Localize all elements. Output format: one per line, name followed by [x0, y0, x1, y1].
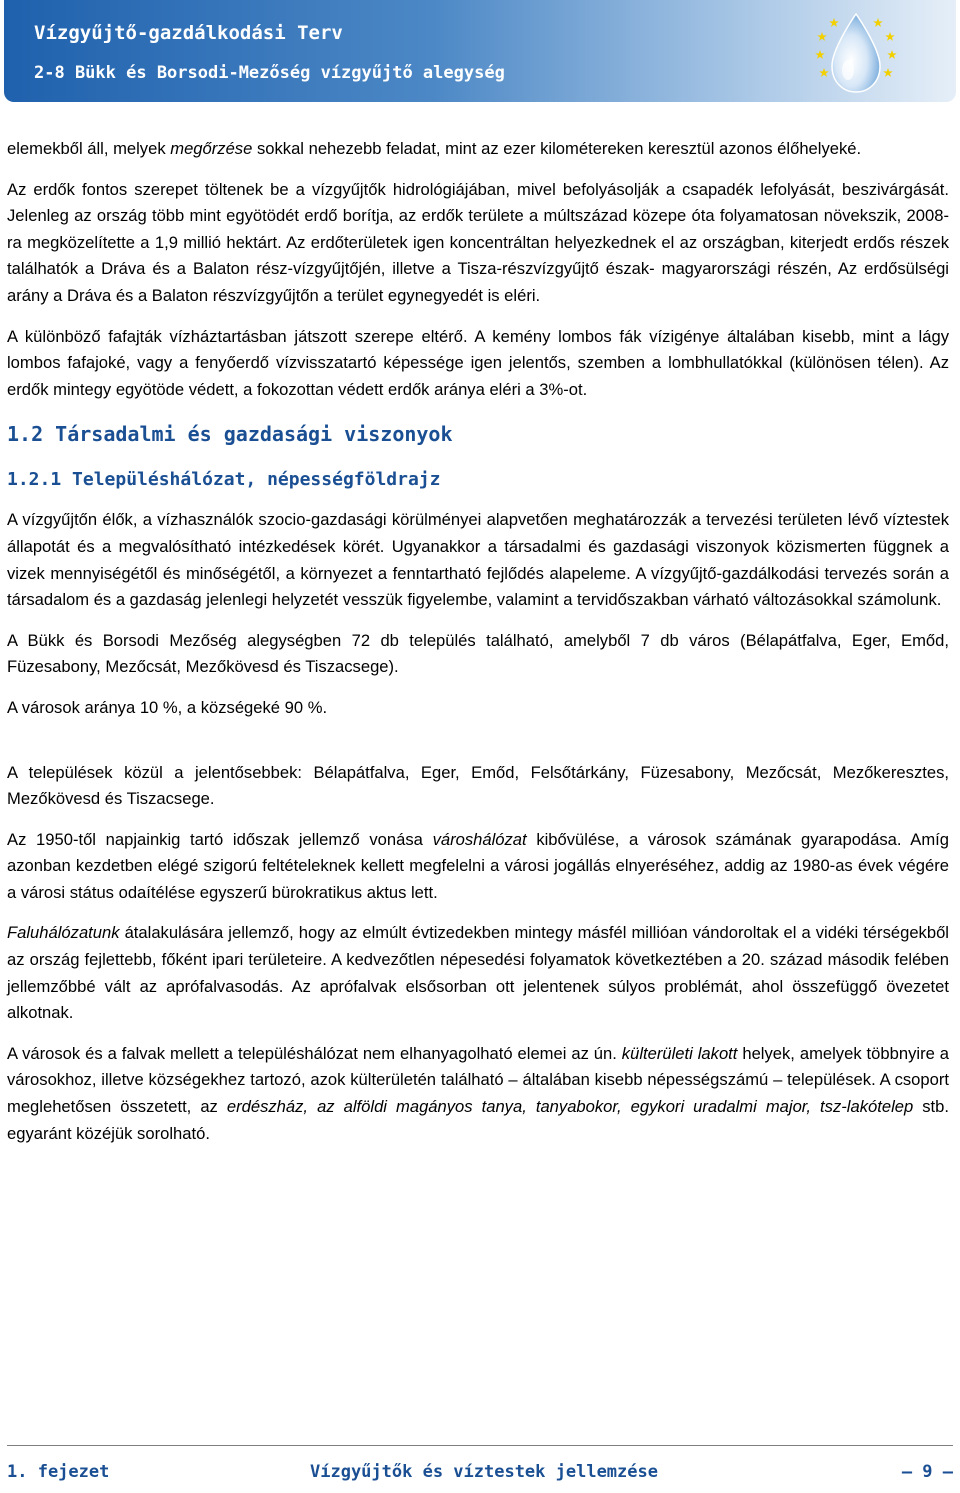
- text: átalakulására jellemző, hogy az elmúlt évtizedekben mintegy másfél millióan vándoroltak el a vidéki térségekből az ország fejlettebb, főként ipari területeire. A kedvezőtlen népesedési folyamatok következtében a 20. század második felében jellemzőbbé vált az aprófalvasodás. Az aprófalvak elsősorban ott jelentenek súlyos problémát, ahol összefüggő övezetet alkotnak.: [7, 923, 949, 1023]
- italic-text: erdészház, az alföldi magányos tanya, tanyabokor, egykori uradalmi major, tsz-lakótelep: [226, 1097, 914, 1117]
- italic-text: Faluhálózatunk: [7, 923, 120, 943]
- text: stb. egyaránt közéjük sorolható.: [7, 1097, 949, 1143]
- text: helyek, amelyek többnyire a városokhoz, illetve községekhez tartozó, azok külterületén található – általában kisebb népességszámú – települések. A csoport meglehetősen összetett, az: [7, 1043, 949, 1117]
- page-footer: [7, 1462, 953, 1488]
- page-content: [7, 136, 949, 1161]
- paragraph-1: [7, 136, 949, 163]
- paragraph-9: [7, 920, 949, 1026]
- header-title: Vízgyűjtő-gazdálkodási Terv: [34, 22, 343, 44]
- text: A városok és a falvak mellett a településhálózat nem elhanyagolható elemei az ún.: [7, 1043, 622, 1063]
- section-heading: 1.2 Társadalmi és gazdasági viszonyok: [7, 422, 453, 447]
- subsection-heading: 1.2.1 Településhálózat, népességföldrajz: [7, 469, 441, 491]
- header-subtitle: 2-8 Bükk és Borsodi-Mezőség vízgyűjtő alegység: [34, 63, 505, 83]
- paragraph-10: [7, 1041, 949, 1147]
- text: sokkal nehezebb feladat, mint az ezer kilométereken keresztül azonos élőhelyeké.: [252, 139, 862, 158]
- footer-chapter: 1. fejezet: [7, 1462, 110, 1482]
- paragraph-8: [7, 827, 949, 907]
- text: elemekből áll, melyek: [7, 139, 171, 158]
- paragraph-3: A különböző fafajták vízháztartásban játszott szerepe eltérő. A kemény lombos fák vízigénye általában kisebb, mint a lágy lombos fafajoké, vagy a fenyőerdő vízvisszatartó képessége igen jelentős, szemben a lombhullatókkal (különösen télen). Az erdők mintegy egyötöde védett, a fokozottan védett erdők aránya eléri a 3%-ot.: [7, 326, 949, 399]
- paragraph-4: A vízgyűjtőn élők, a vízhasználók szocio-gazdasági körülményei alapvetően meghatározzák a tervezési területen lévő víztestek állapotát és a megvalósítható intézkedések körét. Ugyanakkor a társadalmi és gazdasági viszonyok közismerten függnek a vizek mennyiségétől és minőségétől, a környezet a fenntartható fejlődés alapeleme. A vízgyűjtő-gazdálkodási tervezés során a társadalom és a gazdaság jelenlegi helyzetét vesszük figyelembe, valamint a tervidőszakban várható változásokkal számolunk.: [7, 510, 949, 610]
- italic-text: megőrzése: [170, 139, 253, 158]
- paragraph-6: A városok aránya 10 %, a községeké 90 %.: [7, 697, 328, 717]
- footer-divider: [7, 1445, 953, 1446]
- text: Az 1950-től napjainkig tartó időszak jellemző vonása: [7, 829, 433, 849]
- italic-text: külterületi lakott: [621, 1043, 738, 1063]
- water-drop-eu-stars-icon: [806, 6, 906, 98]
- italic-text: városhálózat: [432, 829, 527, 849]
- paragraph-7: A települések közül a jelentősebbek: Bélapátfalva, Eger, Emőd, Felsőtárkány, Füzesabony, Mezőcsát, Mezőkeresztes, Mezőkövesd és Tiszacsege.: [7, 762, 949, 809]
- paragraph-5: A Bükk és Borsodi Mezőség alegységben 72 db település található, amelyből 7 db város (Bélapátfalva, Eger, Emőd, Füzesabony, Mezőcsát, Mezőkövesd és Tiszacsege).: [7, 630, 949, 677]
- paragraph-2: Az erdők fontos szerepet töltenek be a vízgyűjtők hidrológiájában, mivel befolyásolják a csapadék lefolyását, beszivárgását. Jelenleg az ország több mint egyötödét erdő borítja, az erdők területe a múltszázad közepe óta folyamatosan növekszik, 2008-ra megközelítette a 1,9 millió hektárt. Az erdőterületek igen koncentráltan helyezkednek el az országban, kiterjedt erdős részek találhatók a Dráva és a Balaton rész-vízgyűjtőjén, illetve a Tisza-részvízgyűjtő észak- magyarországi részén, Az erdősülségi arány a Dráva és a Balaton részvízgyűjtőn a terület egynegyedét is eléri.: [7, 179, 949, 305]
- page-number: – 9 –: [901, 1462, 953, 1482]
- footer-title: Vízgyűjtők és víztestek jellemzése: [310, 1462, 658, 1482]
- text: kibővülése, a városok számának gyarapodása. Amíg azonban kezdetben elégé szigorú feltételeknek kellett megfelelni a városi jogállás elnyeréséhez, addig az 1980-as évek végére a városi státus odaítélése egyszerű bürokratikus aktus lett.: [7, 829, 949, 902]
- page-header: [0, 0, 960, 103]
